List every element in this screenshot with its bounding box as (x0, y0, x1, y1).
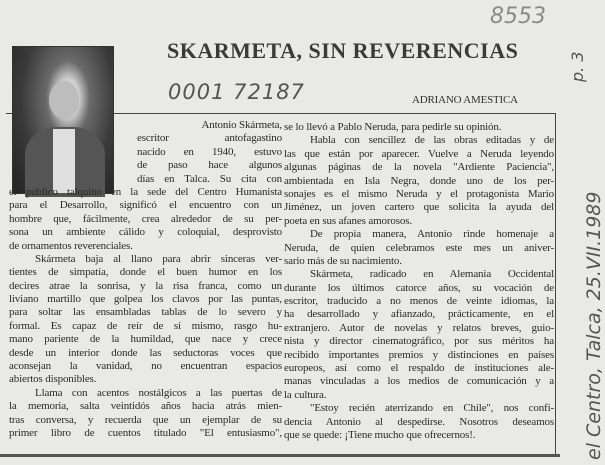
photo-face (49, 81, 79, 119)
paragraph (284, 268, 554, 402)
text-line: la cultura. (284, 388, 327, 401)
text-line: De propia manera, Antonio rinde homenaje a (310, 228, 554, 241)
text-line: formal. Es capaz de reír de sí mismo, rasgo hu- (9, 319, 282, 332)
text-line: días en Talca. Su cita con (137, 172, 282, 185)
paragraph (9, 119, 282, 253)
text-line: Skármeta baja al llano para abrir sinceras ver- (35, 252, 282, 265)
text-line: dencia Antonio al despedirse. Nosotros deseamos (284, 415, 554, 428)
text-line: tras conversa, y recuerda que un ejemplar de su (9, 413, 282, 426)
text-line: "Estoy recién aterrizando en Chile", nos confi- (310, 402, 554, 415)
article-column-left (9, 119, 282, 440)
text-line: extranjero. Autor de novelas y relatos breves, guio- (284, 321, 554, 334)
paragraph (9, 253, 282, 387)
text-line: Antonio Skármeta, (201, 119, 282, 131)
paragraph (9, 387, 282, 441)
text-line: hombre que, fácilmente, crea alrededor de su per- (9, 212, 282, 225)
text-line: para el Desarrollo, significó el encuentro con un (9, 199, 282, 212)
article-author: ADRIANO AMESTICA (412, 94, 518, 106)
article-title: SKARMETA, SIN REVERENCIAS (167, 38, 519, 63)
text-line: durante los últimos catorce años, su vocación de (284, 281, 554, 294)
text-line: que se quede: ¡Tiene mucho que ofrecernos!. (284, 428, 476, 441)
text-line: abiertos disponibles. (9, 373, 97, 386)
text-line: tientes de simpatía, donde el buen humor en los (9, 266, 282, 279)
source-note-handwritten: el Centro, Talca, 25.VII.1989 (583, 191, 605, 460)
paragraph (284, 121, 554, 134)
text-line: aconsejan la vanidad, no encuentran espacios (9, 360, 282, 373)
text-line: mano pariente de la humildad, que nace y crece (9, 333, 282, 346)
text-line: manas vinculadas a los medios de comunicación y a (284, 375, 554, 388)
text-line: recibido importantes premios y distinciones en países (284, 348, 554, 361)
text-line: de paso hace algunos (137, 159, 282, 172)
paragraph (284, 228, 554, 268)
paragraph (284, 402, 554, 442)
text-line: de ornamentos reverenciales. (9, 239, 133, 252)
text-line: Habla con sencillez de las obras editadas y de (310, 134, 554, 147)
text-line: primer libro de cuentos titulado "El entusiasmo", (9, 426, 282, 439)
text-line: para soltar las ensambladas tablas de lo severo y (9, 306, 282, 319)
text-line: el público talquino en la sede del Centro Humanista (9, 185, 282, 198)
text-line: las que están por aparecer. Vuelve a Neruda leyendo (284, 147, 554, 160)
text-line: Llama con acentos nostálgicos a las puertas de (35, 386, 282, 399)
text-line: liviano martillo que golpea los clavos por las puntas, (9, 293, 282, 306)
text-line: ha desarrollado y afianzado, prácticamente, en el (284, 308, 554, 321)
archive-number-handwritten: 8553 (490, 4, 546, 29)
text-line: la memoria, salta veintidós años hacia atrás mien- (9, 400, 282, 413)
text-line: desde un interior donde las seductoras voces que (9, 346, 282, 359)
text-line: nacido en 1940, estuvo (137, 145, 282, 158)
text-line: ambientada en Isla Negra, donde uno de los per- (284, 174, 554, 187)
text-line: poeta en sus afanes amorosos. (284, 214, 412, 227)
text-line: Neruda, de quien celebramos este mes un aniver- (284, 241, 554, 254)
bottom-rule (0, 454, 560, 457)
text-line: sonajes es el mismo Neruda y el protagonista Mario (284, 187, 554, 200)
text-line: Skármeta, radicado en Alemania Occidental (310, 268, 554, 281)
text-line: sona un ambiente cálido y coloquial, desprovisto (9, 226, 282, 239)
text-line: Jiménez, un joven cartero que solicita la ayuda del (284, 201, 554, 214)
paragraph (284, 134, 554, 228)
article-column-right (284, 121, 554, 442)
text-line: sario más de su nacimiento. (284, 254, 402, 267)
text-line: nista y director cinematográfico, por sus méritos ha (284, 335, 554, 348)
catalog-number-handwritten: 0001 72187 (168, 80, 305, 104)
text-line: europeos, así como el respaldo de instituciones ale- (284, 362, 554, 375)
page-note-handwritten: p. 3 (568, 51, 587, 82)
text-line: se lo llevó a Pablo Neruda, para pedirle su opinión. (284, 121, 502, 133)
text-line: escritor antofagastino (137, 132, 282, 145)
text-line: decires atrae la sonrisa, y la risa franca, como un (9, 279, 282, 292)
text-line: algunas páginas de la novela "Ardiente Paciencia", (284, 161, 554, 174)
text-line: escritor, traducido a no menos de veinte idiomas, la (284, 295, 554, 308)
